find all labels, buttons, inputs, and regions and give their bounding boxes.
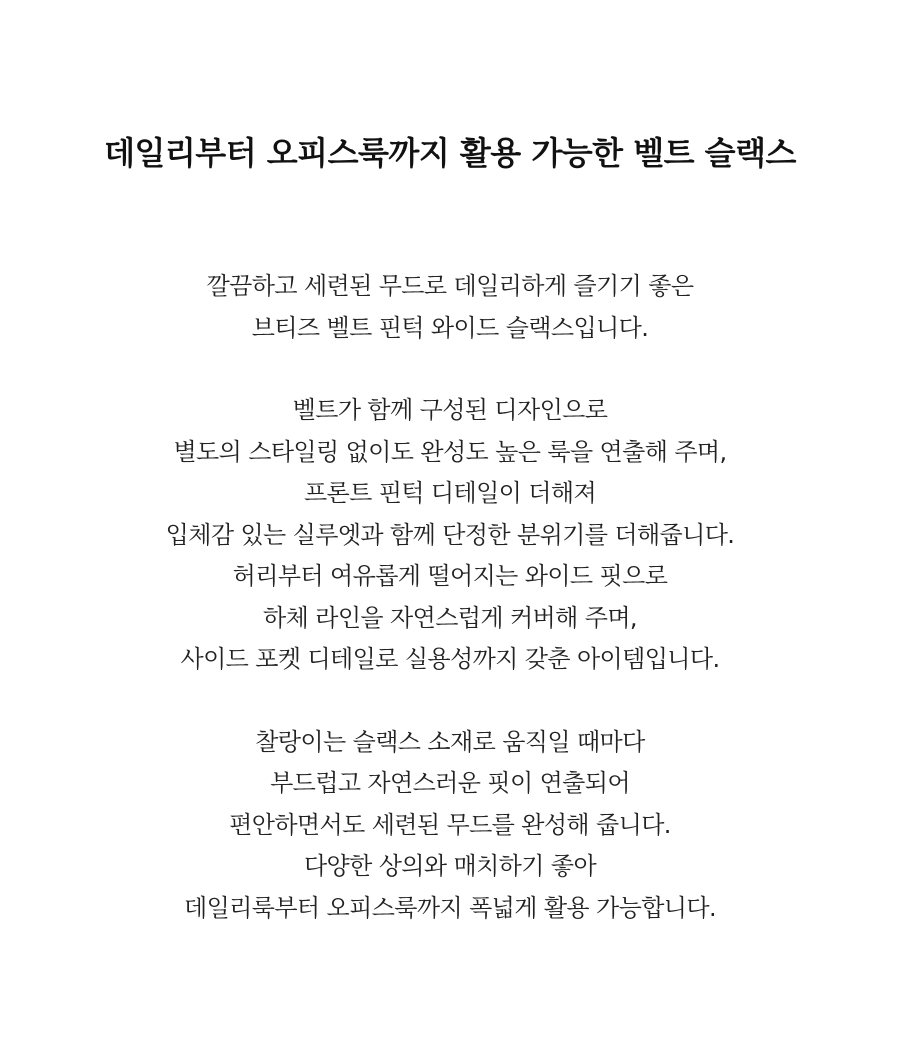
description-line: 찰랑이는 슬랙스 소재로 움직일 때마다 xyxy=(255,727,645,756)
description-line: 허리부터 여유롭게 떨어지는 와이드 핏으로 xyxy=(232,562,668,590)
description-paragraph-1 xyxy=(0,266,900,349)
page-title: 데일리부터 오피스룩까지 활용 가능한 벨트 슬랙스 xyxy=(104,134,796,172)
description-line: 데일리룩부터 오피스룩까지 폭넓게 활용 가능합니다. xyxy=(184,893,716,922)
description-line: 부드럽고 자연스러운 핏이 연출되어 xyxy=(270,769,630,797)
description-line: 브티즈 벨트 핀턱 와이드 슬랙스입니다. xyxy=(251,313,649,342)
description-paragraph-3 xyxy=(0,722,900,930)
description-line: 벨트가 함께 구성된 디자인으로 xyxy=(292,396,608,424)
description-line: 별도의 스타일링 없이도 완성도 높은 룩을 연출해 주며, xyxy=(173,437,727,466)
description-paragraph-2 xyxy=(0,390,900,681)
description-line: 편안하면서도 세련된 무드를 완성해 줍니다. xyxy=(229,810,671,839)
description-body xyxy=(0,266,900,970)
description-line: 깔끔하고 세련된 무드로 데일리하게 즐기기 좋은 xyxy=(206,272,694,300)
description-line: 하체 라인을 자연스럽게 커버해 주며, xyxy=(263,603,637,632)
description-line: 입체감 있는 실루엣과 함께 단정한 분위기를 더해줍니다. xyxy=(165,520,735,549)
description-line: 프론트 핀턱 디테일이 더해져 xyxy=(303,479,597,507)
description-line: 다양한 상의와 매치하기 좋아 xyxy=(303,852,597,880)
description-line: 사이드 포켓 디테일로 실용성까지 갖춘 아이템입니다. xyxy=(180,645,720,673)
